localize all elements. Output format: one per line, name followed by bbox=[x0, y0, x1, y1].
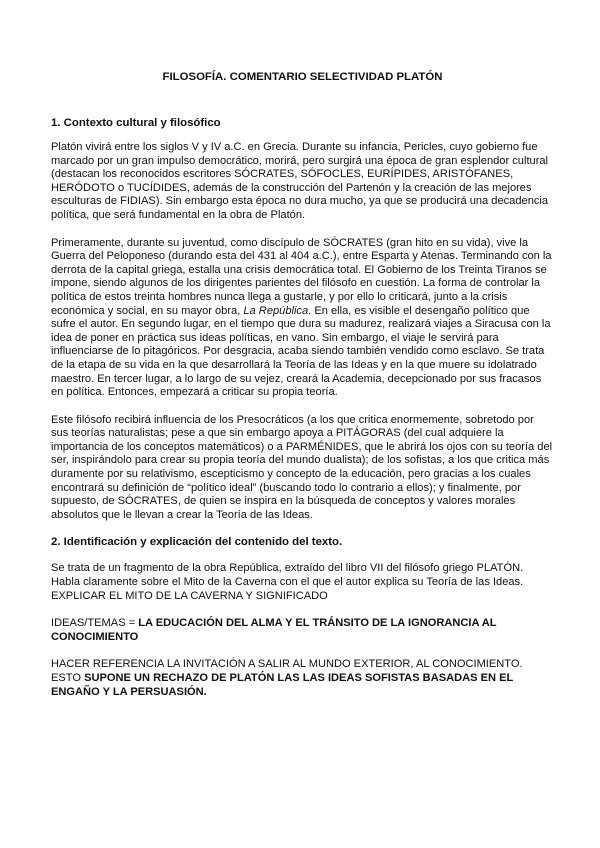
section-2-paragraph-2 bbox=[51, 617, 554, 644]
section-1-paragraph-2-text-b: . En ella, es visible el desengaño político que sufre el autor. En segundo lugar, en el tiempo que dura su madurez, realizará viajes a Siracusa con la idea de poner en práctica sus ideas políticas, en vano. Sin embargo, el viaje le servirá para influenciarse de lo pitagóricos. Por desgracia, acaba siendo también vendido como esclavo. Se trata de la etapa de su vida en la que desarrollará la Teoría de las Ideas y en la que muere su idolatrado maestro. En tercer lugar, a lo largo de su vejez, creará la Academia, decepcionado por sus fracasos en política. Entonces, empezará a criticar su propia teoría. bbox=[51, 304, 551, 399]
section-2-heading: 2. Identificación y explicación del contenido del texto. bbox=[51, 536, 343, 549]
section-2-paragraph-2-prefix: IDEAS/TEMAS = bbox=[51, 617, 139, 630]
section-2-paragraph-3-bold: SUPONE UN RECHAZO DE PLATÓN LAS LAS IDEAS SOFISTAS BASADAS EN EL ENGAÑO Y LA PERSUASIÓN. bbox=[51, 672, 514, 698]
section-1-paragraph-2 bbox=[51, 237, 554, 400]
book-title-la-republica: La República bbox=[243, 304, 309, 317]
section-1-heading: 1. Contexto cultural y filosófico bbox=[51, 117, 221, 129]
section-1-paragraph-1: Platón vivirá entre los siglos V y IV a.C. en Grecia. Durante su infancia, Pericles, cuyo gobierno fue marcado por un gran impulso democrático, morirá, pero surgirá una época de gran esplendor cultural (destacan los reconocidos escritores SÓCRATES, SÓFOCLES, EURÍPIDES, ARISTÓFANES, HERÓDOTO o TUCÍDIDES, además de la construcción del Partenón y la creación de las mejores esculturas de FIDIAS). Sin embargo esta época no dura mucho, ya que se producirá una decadencia política, que será fundamental en la obra de Platón. bbox=[51, 141, 549, 221]
section-1-paragraph-2-text-a: Primeramente, durante su juventud, como discípulo de SÓCRATES (gran hito en su vida), vive la Guerra del Peloponeso (durando esta del 431 al 404 a.C.), entre Esparta y Atenas. Terminando con la derrota de la capital griega, estalla una crisis democrática total. El Gobierno de los Treinta Tiranos se impone, siendo algunos de los dirigentes parientes del filósofo en cuestión. La forma de controlar la política de estos treinta hombres nunca llega a gustarle, y por ello lo criticará, junto a la crisis económica y social, en su mayor obra, bbox=[51, 236, 552, 317]
section-1-paragraph-3: Este filósofo recibirá influencia de los Presocráticos (a los que critica enormemente, sobretodo por sus teorías naturalistas; pese a que sin embargo apoya a PITÁGORAS (del cual adquiere la importancia de los conceptos matemáticos) o a PARMÉNIDES, que le abrirá los ojos con su teoría del ser, inspirándolo para crear su propia teoría del mundo dualista); de los sofistas, a los que critica más duramente por su relativismo, escepticismo y concepto de la educación, pero gracias a los cuales encontrará su definición de “político ideal” (buscando todo lo contrario a ellos); y finalmente, por supuesto, de SÓCRATES, de quien se inspira en la búsqueda de conceptos y valores morales absolutos que le llevan a crear la Teoría de las Ideas. bbox=[51, 413, 553, 521]
document-title: FILOSOFÍA. COMENTARIO SELECTIVIDAD PLATÓN bbox=[162, 71, 443, 83]
section-2-paragraph-3-prefix: HACER REFERENCIA LA INVITACIÓN A SALIR AL MUNDO EXTERIOR, AL CONOCIMIENTO. ESTO bbox=[51, 658, 523, 684]
section-2-paragraph-3 bbox=[51, 658, 554, 699]
section-2-paragraph-2-bold: LA EDUCACIÓN DEL ALMA Y EL TRÁNSITO DE LA IGNORANCIA AL CONOCIMIENTO bbox=[51, 617, 497, 643]
section-2-paragraph-1: Se trata de un fragmento de la obra República, extraído del libro VII del filósofo griego PLATÓN. Habla claramente sobre el Mito de la Caverna con el que el autor explica su Teoría de las Ideas. EXPLICAR EL MITO DE LA CAVERNA Y SIGNIFICADO bbox=[51, 562, 524, 602]
